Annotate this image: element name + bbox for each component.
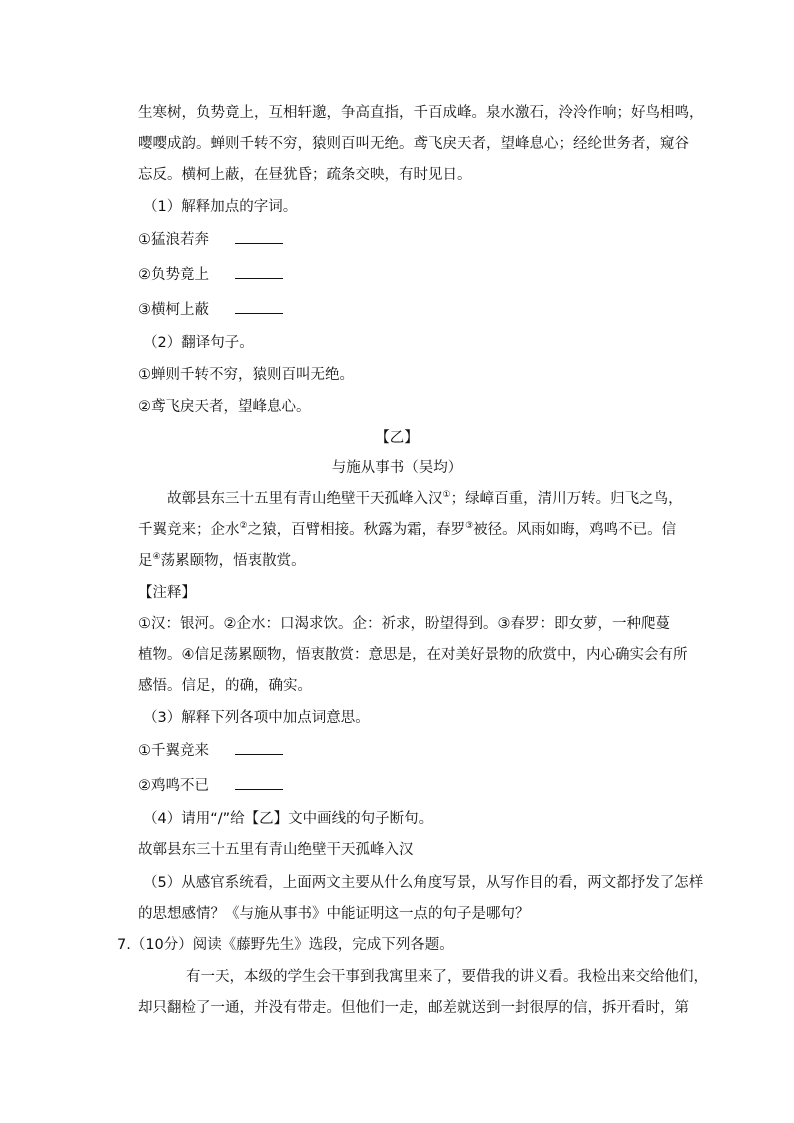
question-2-item: ②鸢飞戾天者，望峰息心。 (138, 399, 311, 415)
yi-text: ；绿嶂百重，清川万转。归飞之鸟， (450, 491, 683, 507)
question-3-prompt: （3）解释下列各项中加点词意思。 (143, 710, 370, 726)
question-item-text: ①千翼竞来 (138, 743, 209, 759)
notes-line: ①汉：银河。②企水：口渴求饮。企：祈求，盼望得到。③春罗：即女萝，一种爬蔓 (138, 616, 670, 632)
jia-passage-line: 忘反。横柯上蔽，在昼犹昏；疏条交映，有时见日。 (138, 167, 472, 183)
question-3-item (138, 776, 283, 796)
note-marker: ③ (465, 521, 474, 531)
yi-text: 荡累颐物，悟衷散赏。 (160, 553, 306, 569)
question-1-item (138, 265, 283, 285)
question-item-text: ①猛浪若奔 (138, 232, 209, 248)
question-2-item: ①蝉则千转不穷，猿则百叫无绝。 (138, 367, 354, 383)
question-7-header: 7.（10分）阅读《藤野先生》选段，完成下列各题。 (117, 937, 454, 953)
answer-blank[interactable] (235, 301, 283, 314)
question-3-item (138, 741, 283, 761)
yi-passage-line (167, 489, 683, 509)
answer-blank[interactable] (235, 777, 283, 790)
yi-text: 之猿，百臂相接。秋露为霜，春罗 (247, 522, 466, 538)
passage-yi-title: 与施从事书（吴均） (331, 460, 463, 476)
jia-passage-line: 嘤嘤成韵。蝉则千转不穷，猿则百叫无绝。鸢飞戾天者，望峰息心；经纶世务者，窥谷 (138, 136, 689, 152)
question-item-text: ②负势竟上 (138, 267, 209, 283)
answer-blank[interactable] (235, 742, 283, 755)
notes-line: 植物。④信足荡累颐物，悟衷散赏：意思是，在对美好景物的欣赏中，内心确实会有所 (138, 647, 688, 663)
passage-yi-label: 【乙】 (375, 430, 419, 446)
question-item-text: ③横柯上蔽 (138, 302, 209, 318)
note-marker: ① (442, 490, 451, 500)
note-marker: ② (239, 521, 248, 531)
yi-passage-line (138, 520, 676, 540)
answer-blank[interactable] (235, 266, 283, 279)
notes-line: 感悟。信足，的确，确实。 (138, 678, 312, 694)
jia-passage-line: 生寒树，负势竟上，互相轩邈，争高直指，千百成峰。泉水激石，泠泠作响；好鸟相鸣， (138, 105, 704, 121)
note-marker: ④ (152, 552, 161, 562)
question-7-passage-line: 却只翻检了一通，并没有带走。但他们一走，邮差就送到一封很厚的信，拆开看时，第 (138, 1000, 689, 1016)
question-4-sentence: 故鄣县东三十五里有青山绝壁干天孤峰入汉 (138, 842, 414, 858)
yi-text: 故鄣县东三十五里有青山绝壁干天孤峰入汉 (167, 491, 443, 507)
answer-blank[interactable] (235, 231, 283, 244)
yi-text: 被径。风雨如晦，鸡鸣不已。信 (473, 522, 677, 538)
question-item-text: ②鸡鸣不已 (138, 778, 209, 794)
question-5-line: （5）从感官系统看，上面两文主要从什么角度写景，从写作目的看，两文都抒发了怎样 (143, 875, 704, 891)
yi-text: 千翼竞来；企水 (138, 522, 240, 538)
yi-text: 足 (138, 553, 153, 569)
question-1-item (138, 230, 283, 250)
question-1-item (138, 300, 283, 320)
question-7-passage-line: 有一天，本级的学生会干事到我寓里来了，要借我的讲义看。我检出来交给他们， (186, 969, 708, 985)
question-2-prompt: （2）翻译句子。 (143, 335, 254, 351)
yi-passage-line (138, 551, 306, 571)
question-4-prompt: （4）请用“/”给【乙】文中画线的句子断句。 (143, 811, 434, 827)
notes-label: 【注释】 (138, 585, 196, 601)
question-1-prompt: （1）解释加点的字词。 (143, 199, 298, 215)
question-5-line: 的思想感情？《与施从事书》中能证明这一点的句子是哪句？ (138, 906, 530, 922)
